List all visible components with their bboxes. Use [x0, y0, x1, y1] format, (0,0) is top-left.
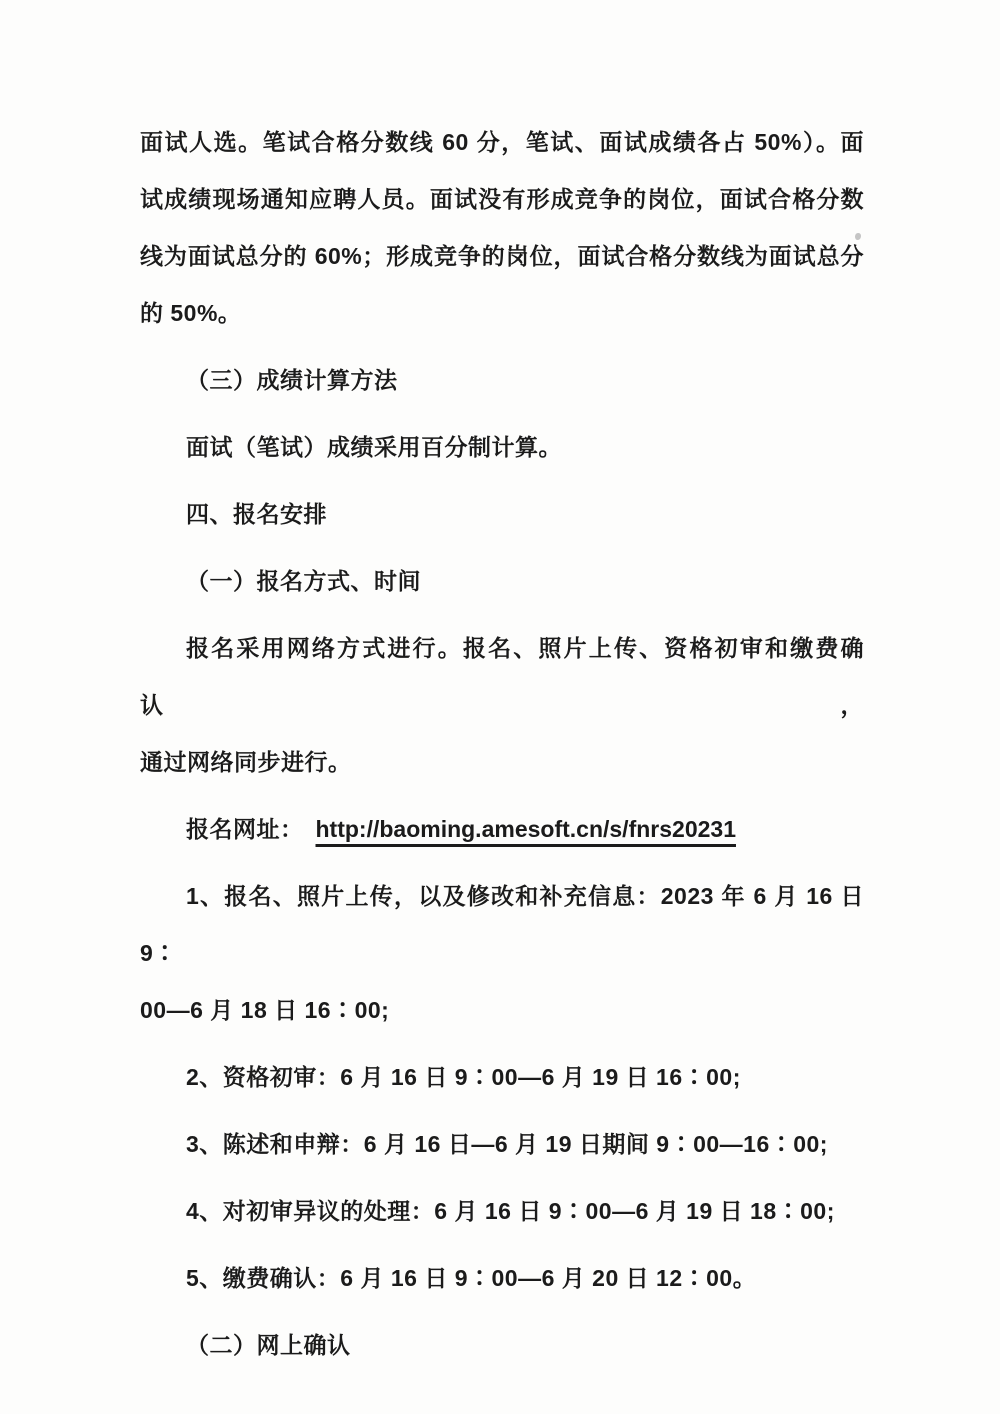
schedule-item-5-payment-confirmation [140, 1250, 864, 1307]
schedule-item-2-qualification-review-line-1: 2、资格初审：6 月 16 日 9∶00—6 月 19 日 16∶00; [186, 1064, 741, 1090]
schedule-item-3-statement-defense [140, 1116, 864, 1173]
paragraph-interview-score-rules-line-1: 面试人选。笔试合格分数线 60 分，笔试、面试成绩各占 50%）。面 [140, 129, 864, 155]
schedule-item-1-registration-upload-line-2: 00—6 月 18 日 16∶00; [140, 997, 390, 1023]
heading-registration-arrangement [140, 486, 864, 543]
schedule-item-3-statement-defense-line-1: 3、陈述和申辩：6 月 16 日—6 月 19 日期间 9∶00—16∶00; [186, 1131, 828, 1157]
document-text-body [140, 114, 864, 1384]
heading-registration-arrangement-line-1: 四、报名安排 [186, 501, 327, 527]
paragraph-interview-score-rules-line-3: 线为面试总分的 60%；形成竞争的岗位，面试合格分数线为面试总分 [140, 243, 864, 269]
schedule-item-5-payment-confirmation-line-1: 5、缴费确认：6 月 16 日 9∶00—6 月 20 日 12∶00。 [186, 1265, 757, 1291]
heading-registration-method-time [140, 553, 864, 610]
heading-registration-method-time-line-1: （一）报名方式、时间 [186, 568, 421, 594]
heading-score-calculation-method [140, 352, 864, 409]
registration-url-text-line [140, 801, 864, 858]
paragraph-interview-score-rules-line-4: 的 50%。 [140, 300, 242, 326]
registration-url-label: 报名网址： [186, 816, 304, 842]
schedule-item-1-registration-upload [140, 868, 864, 1039]
paragraph-online-registration [140, 620, 864, 791]
paragraph-interview-score-rules-line-2: 试成绩现场通知应聘人员。面试没有形成竞争的岗位，面试合格分数 [140, 186, 864, 212]
registration-url-link[interactable]: http://baoming.amesoft.cn/s/fnrs20231 [315, 816, 736, 842]
paragraph-online-registration-line-1: 报名采用网络方式进行。报名、照片上传、资格初审和缴费确认， [140, 635, 864, 718]
paragraph-percent-system-line-1: 面试（笔试）成绩采用百分制计算。 [186, 434, 562, 460]
paragraph-online-registration-line-2: 通过网络同步进行。 [140, 749, 352, 775]
heading-score-calculation-method-line-1: （三）成绩计算方法 [186, 367, 398, 393]
schedule-item-2-qualification-review [140, 1049, 864, 1106]
heading-online-confirmation [140, 1317, 864, 1374]
schedule-item-4-objection-handling-line-1: 4、对初审异议的处理：6 月 16 日 9∶00—6 月 19 日 18∶00; [186, 1198, 835, 1224]
schedule-item-1-registration-upload-line-1: 1、报名、照片上传，以及修改和补充信息：2023 年 6 月 16 日 9∶ [140, 883, 864, 966]
paragraph-interview-score-rules [140, 114, 864, 342]
schedule-item-4-objection-handling [140, 1183, 864, 1240]
heading-online-confirmation-line-1: （二）网上确认 [186, 1332, 351, 1358]
paragraph-percent-system [140, 419, 864, 476]
registration-url-line [140, 801, 864, 858]
